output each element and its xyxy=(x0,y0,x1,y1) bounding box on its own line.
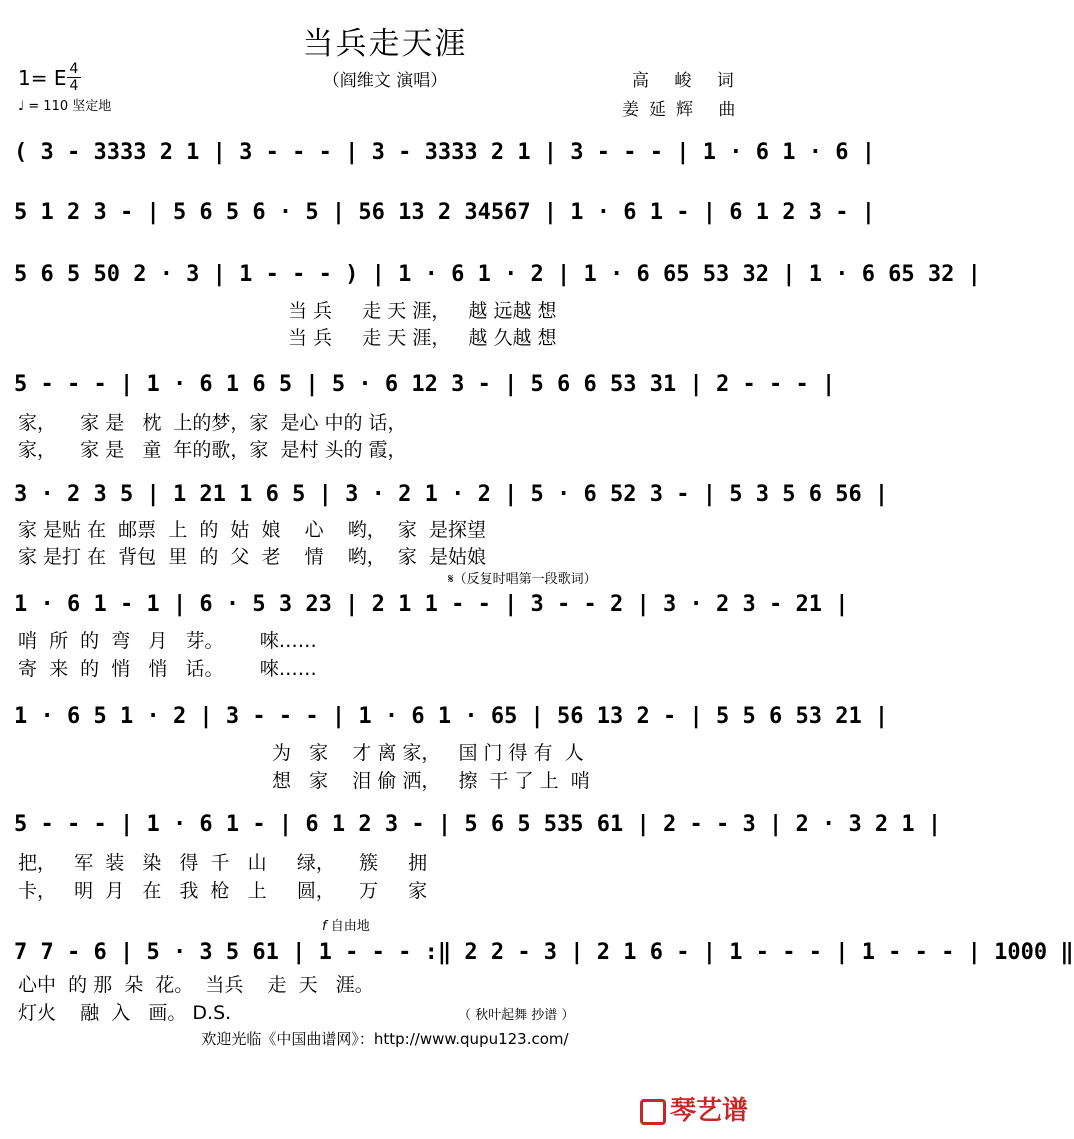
lyrics-5a: 家 是贴 在 邮票 上 的 姑 娘 心 哟， 家 是探望 xyxy=(18,519,486,541)
tempo-marking xyxy=(18,95,111,114)
lyricist-credit: 高 峻 词 xyxy=(632,71,744,91)
tempo-text: = 110 坚定地 xyxy=(24,99,112,114)
notation-line-5: 3 · 2 3 5 | 1 21 1 6 5 | 3 · 2 1 · 2 | 5 · 6 52 3 - | 5 3 5 6 56 | xyxy=(14,482,889,507)
lyrics-9b: 灯火 融 入 画。 D.S. xyxy=(18,1002,232,1024)
time-bottom: 4 xyxy=(69,78,79,94)
singer-credit: （阎维文 演唱） xyxy=(322,71,448,91)
time-top: 4 xyxy=(69,61,79,77)
lyrics-3b: 当 兵 走 天 涯， 越 久越 想 xyxy=(288,327,557,349)
quarter-note-icon: ♩ xyxy=(18,99,25,114)
notation-line-3: 5 6 5 50 2 · 3 | 1 - - - ) | 1 · 6 1 · 2 | 1 · 6 65 53 32 | 1 · 6 65 32 | xyxy=(14,262,981,287)
site-footer: 欢迎光临《中国曲谱网》：http://www.qupu123.com/ xyxy=(201,1030,569,1048)
lyrics-4a: 家， 家 是 枕 上的梦，家 是心 中的 话， xyxy=(18,412,407,434)
composer-credit: 姜延辉 曲 xyxy=(622,100,746,120)
lyrics-8a: 把， 军 装 染 得 千 山 绿， 簇 拥 xyxy=(18,852,428,874)
site-logo xyxy=(640,1090,748,1127)
notation-line-6: 1 · 6 1 - 1 | 6 · 5 3 23 | 2 1 1 - - | 3 - - 2 | 3 · 2 3 - 21 | xyxy=(14,592,849,617)
notation-line-7: 1 · 6 5 1 · 2 | 3 - - - | 1 · 6 1 · 65 | 56 13 2 - | 5 5 6 53 21 | xyxy=(14,704,889,729)
notation-line-9: 7 7 - 6 | 5 · 3 5 61 | 1 - - - :‖ 2 2 - 3 | 2 1 6 - | 1 - - - | 1 - - - | 1000 ‖ xyxy=(14,940,1074,965)
lyrics-5b: 家 是打 在 背包 里 的 父 老 情 哟， 家 是姑娘 xyxy=(18,546,486,568)
notation-line-1: ( 3 - 3333 2 1 | 3 - - - | 3 - 3333 2 1 | 3 - - - | 1 · 6 1 · 6 | xyxy=(14,140,875,165)
logo-text: 琴艺谱 xyxy=(670,1096,749,1126)
dynamic-marking xyxy=(322,915,370,934)
lyrics-6a: 哨 所 的 弯 月 芽。 唻…… xyxy=(18,630,317,652)
logo-icon xyxy=(640,1099,666,1125)
copier-credit: （ 秋叶起舞 抄谱 ） xyxy=(458,1008,575,1023)
free-tempo-text: 自由地 xyxy=(330,919,370,934)
key-signature: 1= E xyxy=(18,66,67,90)
notation-line-4: 5 - - - | 1 · 6 1 6 5 | 5 · 6 12 3 - | 5 6 6 53 31 | 2 - - - | xyxy=(14,372,836,397)
lyrics-3a: 当 兵 走 天 涯， 越 远越 想 xyxy=(288,300,557,322)
forte-mark: f xyxy=(322,919,327,934)
lyrics-7b: 想 家 泪 偷 洒， 擦 干 了 上 哨 xyxy=(272,770,590,792)
lyrics-9a: 心中 的 那 朵 花。 当兵 走 天 涯。 xyxy=(18,974,374,996)
lyrics-4b: 家， 家 是 童 年的歌，家 是村 头的 霞， xyxy=(18,439,407,461)
song-title: 当兵走天涯 xyxy=(302,26,468,62)
notation-line-2: 5 1 2 3 - | 5 6 5 6 · 5 | 56 13 2 34567 | 1 · 6 1 - | 6 1 2 3 - | xyxy=(14,200,875,225)
time-signature xyxy=(67,62,81,93)
segno-note: 𝄋（反复时唱第一段歌词） xyxy=(448,572,597,587)
lyrics-7a: 为 家 才 离 家， 国 门 得 有 人 xyxy=(272,742,584,764)
notation-line-8: 5 - - - | 1 · 6 1 - | 6 1 2 3 - | 5 6 5 535 61 | 2 - - 3 | 2 · 3 2 1 | xyxy=(14,812,942,837)
lyrics-8b: 卡， 明 月 在 我 枪 上 圆， 万 家 xyxy=(18,880,428,902)
lyrics-6b: 寄 来 的 悄 悄 话。 唻…… xyxy=(18,658,317,680)
